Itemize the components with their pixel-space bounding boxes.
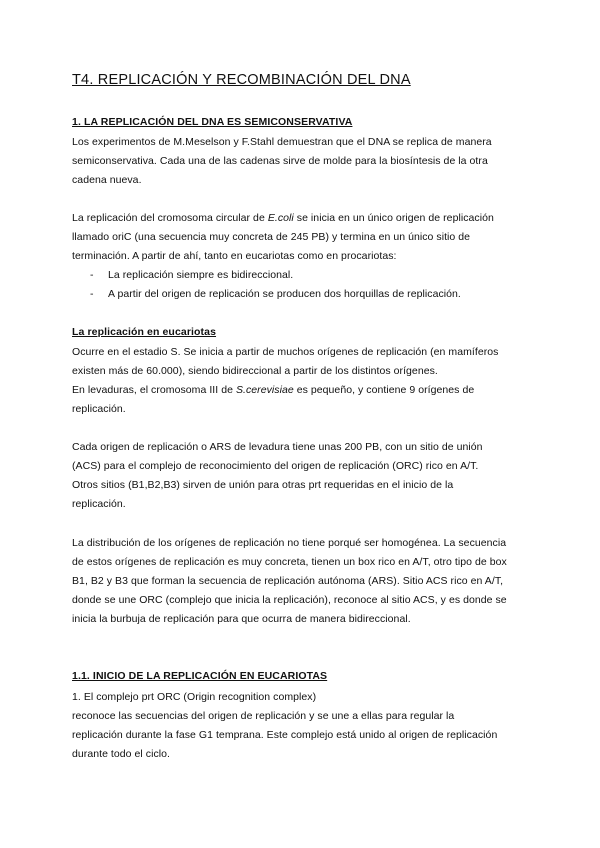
text-line: Los experimentos de M.Meselson y F.Stahl demuestran que el DNA se replica de manera [72, 136, 492, 148]
text-line: Ocurre en el estadio S. Se inicia a partir de muchos orígenes de replicación (en mamíferos [72, 346, 499, 358]
text-line: (ACS) para el complejo de reconocimiento del origen de replicación (ORC) rico en A/T. [72, 460, 479, 472]
text-fragment: La replicación del cromosoma circular de [72, 212, 268, 224]
list-item [72, 266, 532, 285]
section-heading-semiconservative: 1. LA REPLICACIÓN DEL DNA ES SEMICONSERVATIVA [72, 116, 353, 128]
paragraph-orc-complex [72, 688, 532, 764]
list-item-text: La replicación siempre es bidireccional. [108, 269, 294, 281]
section-heading-eukaryotes: La replicación en eucariotas [72, 326, 217, 338]
text-line: 1. El complejo prt ORC (Origin recognition complex) [72, 691, 317, 703]
bullet-dash: - [90, 269, 94, 281]
text-line: reconoce las secuencias del origen de replicación y se une a ellas para regular la [72, 710, 455, 722]
paragraph-ars-yeast [72, 438, 532, 514]
species-name: E.coli [267, 212, 294, 224]
bullet-dash: - [90, 288, 94, 300]
text-line: Otros sitios (B1,B2,B3) sirven de unión para otras prt requeridas en el inicio de la [72, 479, 454, 491]
text-line: inicia la burbuja de replicación para que ocurra de manera bidireccional. [72, 613, 411, 625]
text-fragment: es pequeño, y contiene 9 orígenes de [293, 384, 475, 396]
species-name: S.cerevisiae [235, 384, 294, 396]
page-title: T4. REPLICACIÓN Y RECOMBINACIÓN DEL DNA [72, 72, 411, 88]
text-line: existen más de 60.000), siendo bidireccional a partir de los distintos orígenes. [72, 365, 438, 377]
text-line: replicación. [72, 403, 126, 415]
text-line: durante todo el ciclo. [72, 748, 170, 760]
paragraph-ecoli-replication [72, 209, 532, 304]
text-line: La distribución de los orígenes de replicación no tiene porqué ser homogénea. La secuencia [72, 537, 507, 549]
text-line: de estos orígenes de replicación es muy concreta, tienen un box rico en A/T, otro tipo de box [72, 556, 507, 568]
text-line: terminación. A partir de ahí, tanto en eucariotas como en procariotas: [72, 250, 397, 262]
text-line: donde se une ORC (complejo que inicia la replicación), reconoce al sitio ACS, y es donde se [72, 594, 507, 606]
text-line [72, 381, 532, 400]
text-fragment: En levaduras, el cromosoma III de [72, 384, 236, 396]
paragraph-meselson-stahl [72, 133, 532, 190]
text-line: Cada origen de replicación o ARS de levadura tiene unas 200 PB, con un sitio de unión [72, 441, 483, 453]
paragraph-origin-distribution [72, 534, 532, 629]
list-item-text: A partir del origen de replicación se producen dos horquillas de replicación. [108, 288, 461, 300]
text-line [72, 209, 532, 228]
paragraph-eukaryote-origins [72, 343, 532, 419]
text-line: B1, B2 y B3 que forman la secuencia de replicación autónoma (ARS). Sitio ACS rico en A/T, [72, 575, 504, 587]
section-heading-initiation: 1.1. INICIO DE LA REPLICACIÓN EN EUCARIOTAS [72, 670, 328, 682]
text-line: llamado oriC (una secuencia muy concreta de 245 PB) y termina en un único sitio de [72, 231, 471, 243]
text-line: replicación. [72, 498, 126, 510]
list-item [72, 285, 532, 304]
bullet-list [72, 266, 532, 304]
text-line: replicación durante la fase G1 temprana. Este complejo está unido al origen de replicación [72, 729, 498, 741]
text-fragment: se inicia en un único origen de replicación [293, 212, 494, 224]
text-line: cadena nueva. [72, 174, 142, 186]
text-line: semiconservativa. Cada una de las cadenas sirve de molde para la biosíntesis de la otra [72, 155, 488, 167]
